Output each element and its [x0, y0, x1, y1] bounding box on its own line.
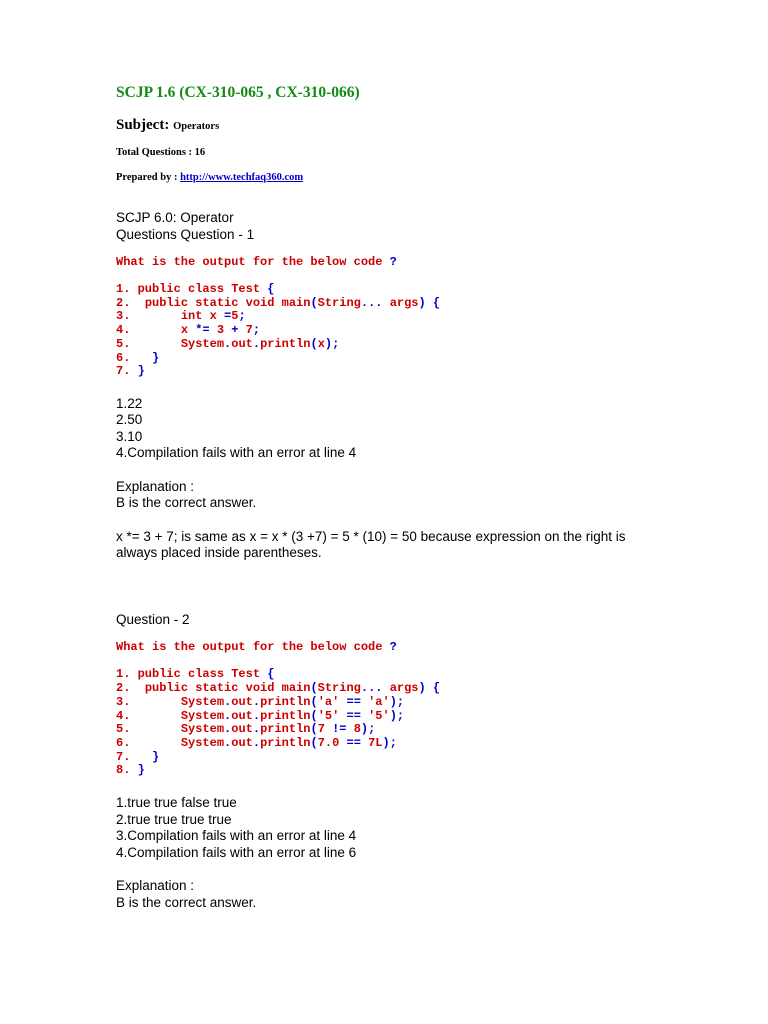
q2-prompt-text: What is the output for the below code: [116, 640, 383, 655]
q2-heading: Question - 2: [116, 611, 190, 627]
q2-code-block: 1. public class Test { 2. public static void main(String... args) { 3. System.out.println('a' == 'a'); 4. System.out.println('5' == '5'); 5. System.out.println(7 != 8); 6. System.out.println(7.0 == 7L); 7. } 8. }: [116, 667, 441, 778]
q2-prompt-mark: ?: [389, 640, 397, 655]
q2-option-2: 2.true true true true: [116, 811, 232, 827]
q1-prompt-mark: ?: [389, 255, 397, 269]
q2-prompt: [116, 640, 656, 656]
q2-explanation-label: Explanation :: [116, 878, 195, 894]
prepared-by-link[interactable]: http://www.techfaq360.com: [180, 172, 304, 183]
q1-prompt: [116, 255, 656, 271]
document-title: SCJP 1.6 (CX-310-065 , CX-310-066): [116, 84, 360, 101]
q1-option-3: 3.10: [116, 428, 143, 444]
q2-option-3: 3.Compilation fails with an error at line 4: [116, 828, 357, 844]
intro-line-1: SCJP 6.0: Operator: [116, 210, 234, 225]
prepared-by-line: [116, 172, 656, 188]
q1-prompt-text: What is the output for the below code: [116, 255, 383, 269]
subject-value: Operators: [173, 121, 220, 132]
q1-option-4: 4.Compilation fails with an error at line 4: [116, 445, 357, 461]
subject-line: [116, 117, 656, 139]
intro-line-2: Questions Question - 1: [116, 226, 255, 242]
document-page: [116, 84, 656, 911]
q2-option-1: 1.true true false true: [116, 795, 237, 811]
q1-option-2: 2.50: [116, 412, 143, 428]
q2-option-4: 4.Compilation fails with an error at line 6: [116, 844, 357, 860]
q1-explanation-detail: x *= 3 + 7; is same as x = x * (3 +7) = 5 * (10) = 50 because expression on the right is always placed inside parentheses.: [116, 528, 626, 561]
q1-answer: B is the correct answer.: [116, 495, 257, 511]
subject-label: Subject:: [116, 117, 170, 133]
q2-answer: B is the correct answer.: [116, 894, 257, 910]
q1-code-block: 1. public class Test { 2. public static void main(String... args) { 3. int x =5; 4. x *= 3 + 7; 5. System.out.println(x); 6. } 7. }: [116, 282, 441, 379]
q1-explanation-label: Explanation :: [116, 478, 195, 494]
total-questions: Total Questions : 16: [116, 147, 206, 158]
q1-option-1: 1.22: [116, 395, 143, 411]
prepared-by-label: Prepared by :: [116, 172, 178, 183]
